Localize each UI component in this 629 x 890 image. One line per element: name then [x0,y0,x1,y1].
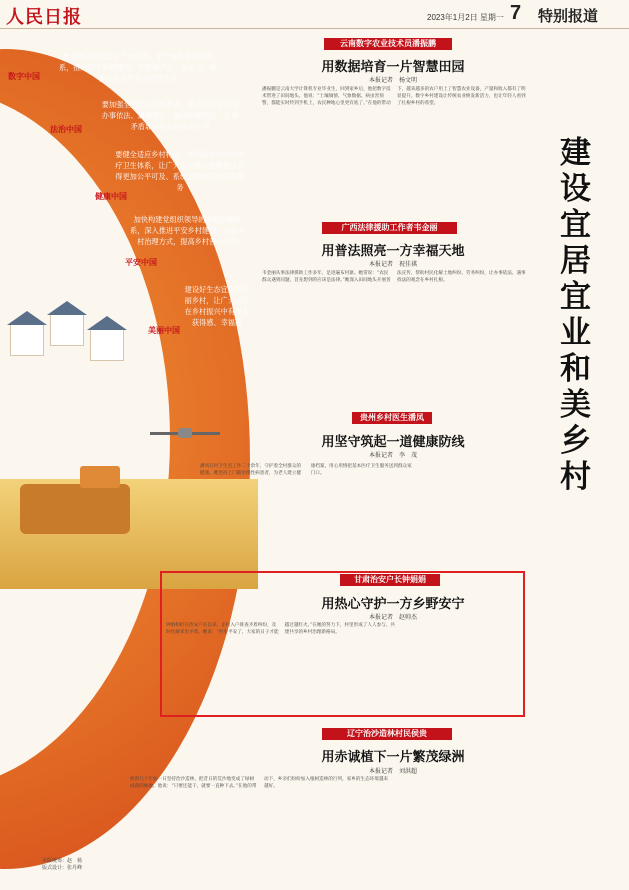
article-3-headline: 用坚守筑起一道健康防线 [321,435,465,450]
tag-safe-china: 平安中国 [125,258,157,267]
issue-date: 2023年1月2日 星期一 [427,13,504,22]
tag-rule-of-law: 法治中国 [50,125,82,134]
harvester-illustration [20,484,130,534]
masthead [0,0,629,29]
tag-digital-china: 数字中国 [8,72,40,81]
page-number: 7 [510,2,522,24]
article-5-headline: 用赤诚植下一片繁茂绿洲 [321,750,465,765]
panel-text-health: 要健全适应乡村特点、优质高效的乡村医疗卫生体系，让广大农民群众能够就近获得更加公平可及、系统连续的医疗卫生服务 [115,150,245,192]
panel-text-safety: 加快构建党组织领导的乡村治理体系，深入推进平安乡村建设，创新乡村治理方式，提高乡村善治水平 [130,215,246,246]
article-5-kicker: 辽宁治沙造林村民侯贵 [322,728,452,740]
article-2-kicker: 广西法律援助工作者韦金丽 [322,222,457,234]
article-5-body: 侯贵几十年如一日坚持治沙造林，把昔日的荒沙地变成了绿树成荫的林地。他说：“只要还能干，就要一直种下去。”在他的带动下，乡亲们纷纷加入植树造林的行列，家乡的生态环境越来越好。 [130,777,389,790]
article-3-byline: 本报记者 李 茂 [368,452,417,459]
panel-text-digital: 推动建立现代农业产业体系、生产体系和经营体系，推进数字乡村建设，培育新产业、新业态、新模式和新型农业经营主体 [58,52,218,83]
article-2-headline: 用普法照亮一方幸福天地 [321,244,465,259]
village-houses-illustration [10,294,160,364]
drone-illustration [150,424,220,442]
article-1-byline: 本报记者 杨文明 [368,77,417,84]
tag-healthy-china: 健康中国 [95,192,127,201]
article-3-kicker: 贵州乡村医生潘凤 [352,412,432,424]
newspaper-logo: 人民日报 [6,7,82,28]
panel-text-beauty: 建设好生态宜居的美丽乡村，让广大农民在乡村振兴中有更多获得感、幸福感 [184,285,250,327]
article-4-kicker: 甘肃治安户长钟娟娟 [340,574,440,586]
article-3-body: 潘凤在村卫生室工作二十余年，守护着全村群众的健康。她坚持上门随访慢性病患者，为老人建立健康档案，用心用情把基本医疗卫生服务送到群众家门口。 [200,464,412,477]
article-4-byline: 本报记者 赵帅杰 [368,614,417,621]
section-title: 特别报道 [538,7,599,25]
article-5-byline: 本报记者 刘洪超 [368,768,417,775]
feature-title: 建设宜居宜业和美乡村 [560,135,591,495]
article-4-body: 钟娟娟担任治安户长以来，走村入户排查矛盾纠纷，及时化解邻里矛盾。她说：“村里平安了，大家的日子才能越过越红火。”在她的努力下，村里形成了人人参与、共建共享的乡村治理新格局。 [166,623,395,636]
page-credits [42,858,82,872]
article-4-headline: 用热心守护一方乡野安宁 [321,597,465,612]
credit-line-editor: 本版统筹：赵 杨 [42,858,83,864]
article-1-headline: 用数据培育一片智慧田园 [321,60,465,75]
tag-beautiful-china: 美丽中国 [148,326,180,335]
article-2-body: 韦金丽从事法律援助工作多年，足迹遍布村寨。她常说：“农民群众遇到问题，首先想到的应该是法律。”她深入田间地头开展普法宣传，帮助村民化解土地纠纷、劳务纠纷，让办事依法、遇事找法的观念在乡村扎根。 [262,271,526,284]
article-1-kicker: 云南数字农业技术员潘振鹏 [324,38,452,50]
article-2-byline: 本报记者 祝佳祺 [368,261,417,268]
panel-text-law: 要加强全民普法宣传教育，推动全社会形成办事依法、遇事找法、解决问题用法、化解矛盾靠法的良好法治环境 [101,100,239,131]
article-1-body: 潘振鹏是云南大学计算机专业毕业生，回到家乡后，他把数字技术带进了田间地头。他说：“土壤墒情、气象数据、病虫害预警，都能实时传到手机上，农民种地心里更有底了。”在他的带动下，越来越多的农户用上了智慧农业设备，产量和收入都有了明显提升。数字乡村建设让传统农业焕发新活力，也让年轻人看到了扎根乡村的希望。 [262,87,526,107]
credit-line-designer: 版式设计：张丹峰 [42,865,83,871]
